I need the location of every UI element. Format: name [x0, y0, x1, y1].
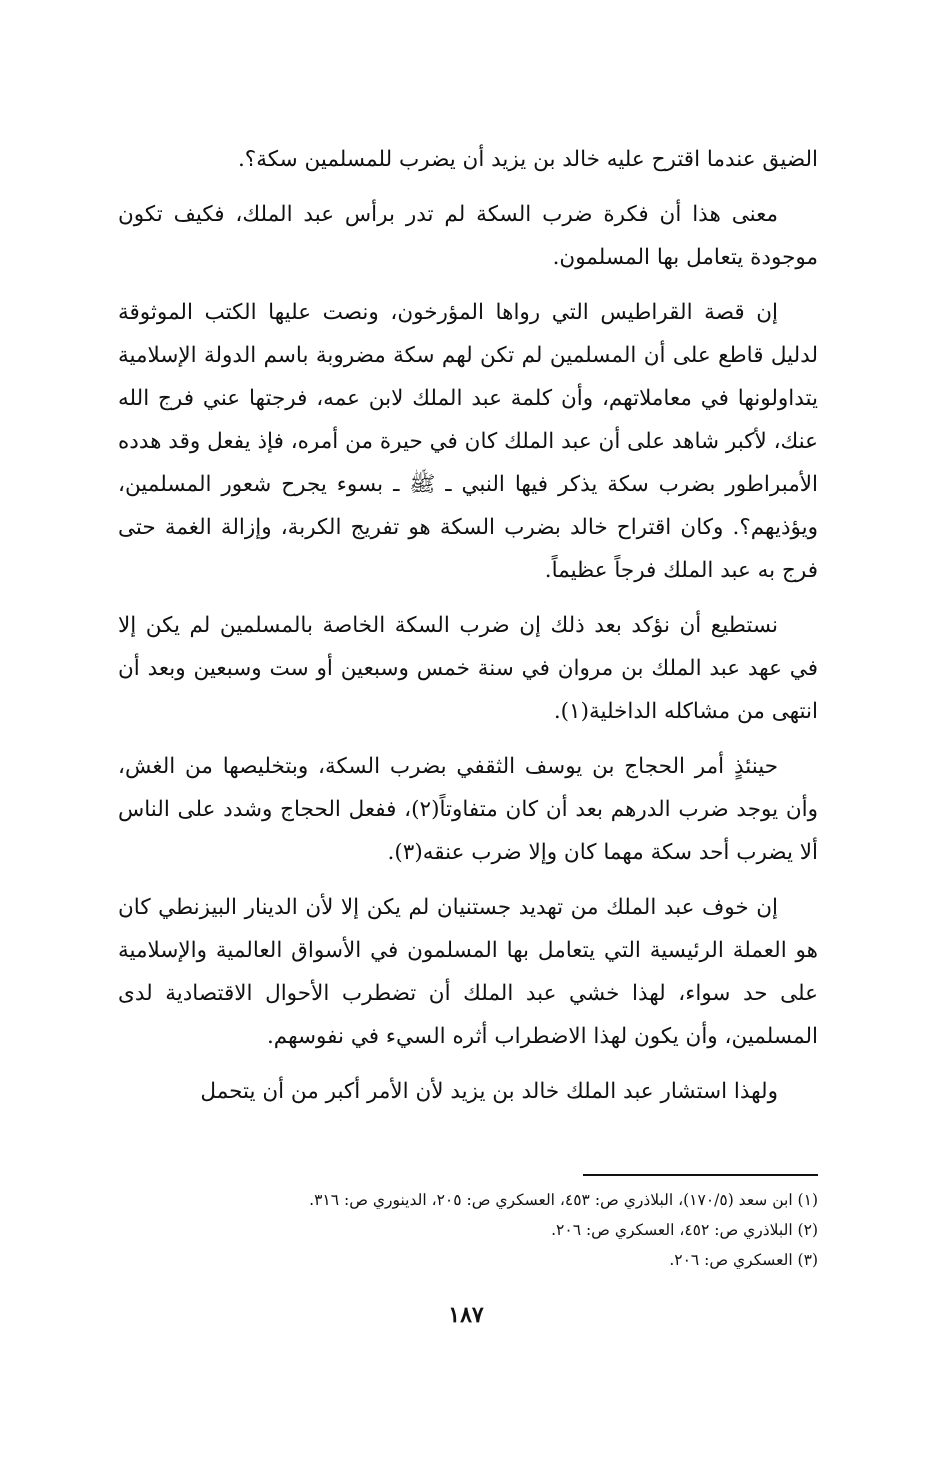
paragraph: نستطيع أن نؤكد بعد ذلك إن ضرب السكة الخاصة بالمسلمين لم يكن إلا في عهد عبد الملك بن مروان في سنة خمس وسبعين أو ست وسبعين وبعد أن انتهى من مشاكله الداخلية(١). — [118, 613, 818, 724]
paragraph-continuation: الضيق عندما اقترح عليه خالد بن يزيد أن يضرب للمسلمين سكة؟. — [237, 147, 818, 172]
paragraph: إن قصة القراطيس التي رواها المؤرخون، ونصت عليها الكتب الموثوقة لدليل قاطع على أن المسلمين لم تكن لهم سكة مضروبة باسم الدولة الإسلامية يتداولونها في معاملاتهم، وأن كلمة عبد الملك لابن عمه، فرجتها عني فرج الله عنك، لأكبر شاهد على أن عبد الملك كان في حيرة من أمره، فإذ يفعل وقد هدده الأمبراطور بضرب سكة يذكر فيها النبي ـ ﷺ ـ بسوء يجرح شعور المسلمين، ويؤذيهم؟. وكان اقتراح خالد بضرب السكة هو تفريج الكربة، وإزالة الغمة حتى فرج به عبد الملك فرجاً عظيماً. — [118, 300, 818, 583]
footnote-3: (٣) العسكري ص: ٢٠٦. — [669, 1251, 818, 1269]
paragraph: إن خوف عبد الملك من تهديد جستنيان لم يكن إلا لأن الدينار البيزنطي كان هو العملة الرئيسية التي يتعامل بها المسلمون في الأسواق العالمية والإسلامية على حد سواء، لهذا خشي عبد الملك أن تضطرب الأحوال الاقتصادية لدى المسلمين، وأن يكون لهذا الاضطراب أثره السيء في نفوسهم. — [118, 895, 818, 1049]
page-number: ١٨٧ — [448, 1302, 484, 1328]
paragraph-continues: ولهذا استشار عبد الملك خالد بن يزيد لأن الأمر أكبر من أن يتحمل — [200, 1079, 778, 1104]
main-text — [118, 138, 818, 1125]
footnotes — [118, 1185, 818, 1275]
paragraph: معنى هذا أن فكرة ضرب السكة لم تدر برأس عبد الملك، فكيف تكون موجودة يتعامل بها المسلمون. — [118, 202, 818, 270]
footnote-separator — [583, 1174, 818, 1176]
footnote-2: (٢) البلاذري ص: ٤٥٢، العسكري ص: ٢٠٦. — [551, 1221, 818, 1239]
paragraph: حينئذٍ أمر الحجاج بن يوسف الثقفي بضرب السكة، وبتخليصها من الغش، وأن يوجد ضرب الدرهم بعد أن كان متفاوتاً(٢)، ففعل الحجاج وشدد على الناس ألا يضرب أحد سكة مهما كان وإلا ضرب عنقه(٣). — [118, 754, 818, 865]
footnote-1: (١) ابن سعد (١٧٠/٥)، البلاذري ص: ٤٥٣، العسكري ص: ٢٠٥، الدينوري ص: ٣١٦. — [309, 1191, 818, 1209]
